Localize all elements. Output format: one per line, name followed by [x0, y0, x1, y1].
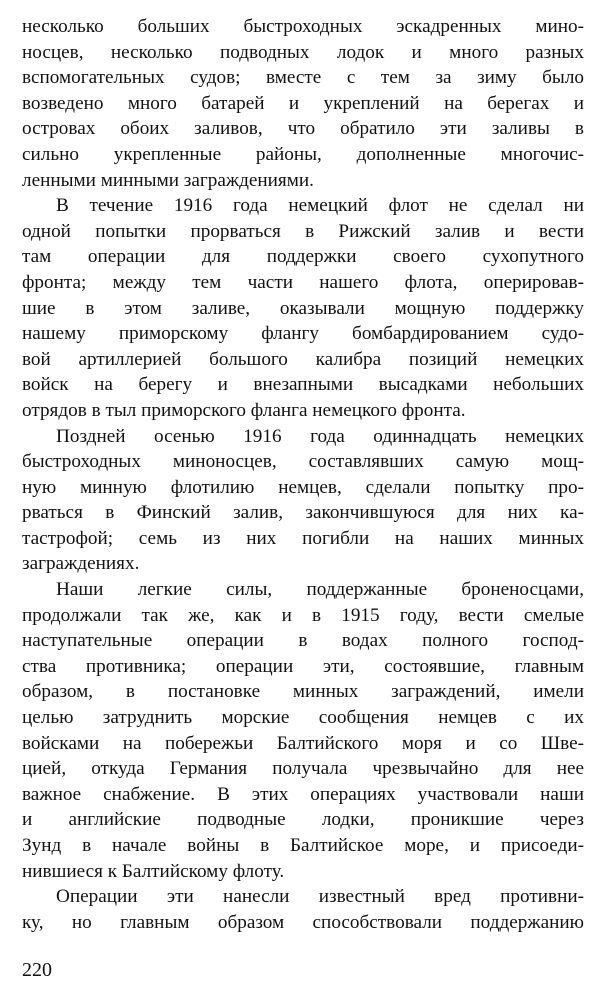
text-line: носцев, несколько подводных лодок и много разных: [22, 41, 584, 63]
text-line: В течение 1916 года немецкий флот не сделал ни: [56, 195, 584, 217]
text-line: возведено много батарей и укреплений на берегах и: [22, 92, 584, 114]
text-line: и английские подводные лодки, проникшие через: [22, 809, 584, 831]
text-line: целью затруднить морские сообщения немцев с их: [22, 707, 584, 729]
text-line: рваться в Финский залив, закончившуюся для них ка-: [22, 502, 584, 524]
text-line: наступательные операции в водах полного господ-: [22, 630, 584, 652]
paragraph: [22, 577, 584, 884]
paragraph: [22, 193, 584, 423]
text-line: нившиеся к Балтийскому флоту.: [22, 860, 285, 882]
text-line: ства противника; операции эти, состоявшие, главным: [22, 655, 584, 677]
text-line: вспомогательных судов; вместе с тем за зиму было: [22, 67, 584, 89]
page-body: [22, 14, 584, 935]
text-line: цией, откуда Германия получала чрезвычайно для нее: [22, 758, 584, 780]
text-line: Операции эти нанесли известный вред противни-: [56, 886, 584, 908]
page-number: 220: [22, 959, 52, 981]
text-line: шие в этом заливе, оказывали мощную поддержку: [22, 297, 584, 319]
text-line: несколько больших быстроходных эскадренных мино-: [22, 16, 584, 37]
text-line: Поздней осенью 1916 года одиннадцать немецких: [56, 425, 584, 447]
text-line: продолжали так же, как и в 1915 году, вести смелые: [22, 604, 584, 626]
text-line: войсками на побережьи Балтийского моря и со Шве-: [22, 732, 584, 754]
text-line: нашему приморскому флангу бомбардированием судо-: [22, 323, 584, 345]
text-line: ную минную флотилию немцев, сделали попытку про-: [22, 476, 584, 498]
paragraph: [22, 14, 584, 193]
text-line: одной попытки прорваться в Рижский залив и вести: [22, 220, 584, 242]
text-line: ленными минными заграждениями.: [22, 169, 314, 191]
paragraph: [22, 424, 584, 578]
text-line: отрядов в тыл приморского фланга немецкого фронта.: [22, 399, 466, 421]
text-line: фронта; между тем части нашего флота, оперировав-: [22, 271, 584, 293]
text-line: важное снабжение. В этих операциях участвовали наши: [22, 783, 584, 805]
text-line: Наши легкие силы, поддержанные броненосцами,: [56, 579, 584, 601]
text-line: сильно укрепленные районы, дополненные многочис-: [22, 143, 584, 165]
text-line: там операции для поддержки своего сухопутного: [22, 246, 584, 268]
text-line: тастрофой; семь из них погибли на наших минных: [22, 527, 584, 549]
text-line: быстроходных миноносцев, составлявших самую мощ-: [22, 451, 584, 473]
text-line: ку, но главным образом способствовали поддержанию: [22, 911, 584, 933]
text-line: островах обоих заливов, что обратило эти заливы в: [22, 118, 584, 140]
text-line: Зунд в начале войны в Балтийское море, и присоеди-: [22, 835, 584, 856]
paragraph: [22, 884, 584, 935]
text-line: заграждениях.: [22, 553, 140, 575]
text-line: войск на берегу и внезапными высадками небольших: [22, 374, 584, 396]
text-line: образом, в постановке минных заграждений, имели: [22, 681, 584, 703]
text-line: вой артиллерией большого калибра позиций немецких: [22, 348, 584, 370]
